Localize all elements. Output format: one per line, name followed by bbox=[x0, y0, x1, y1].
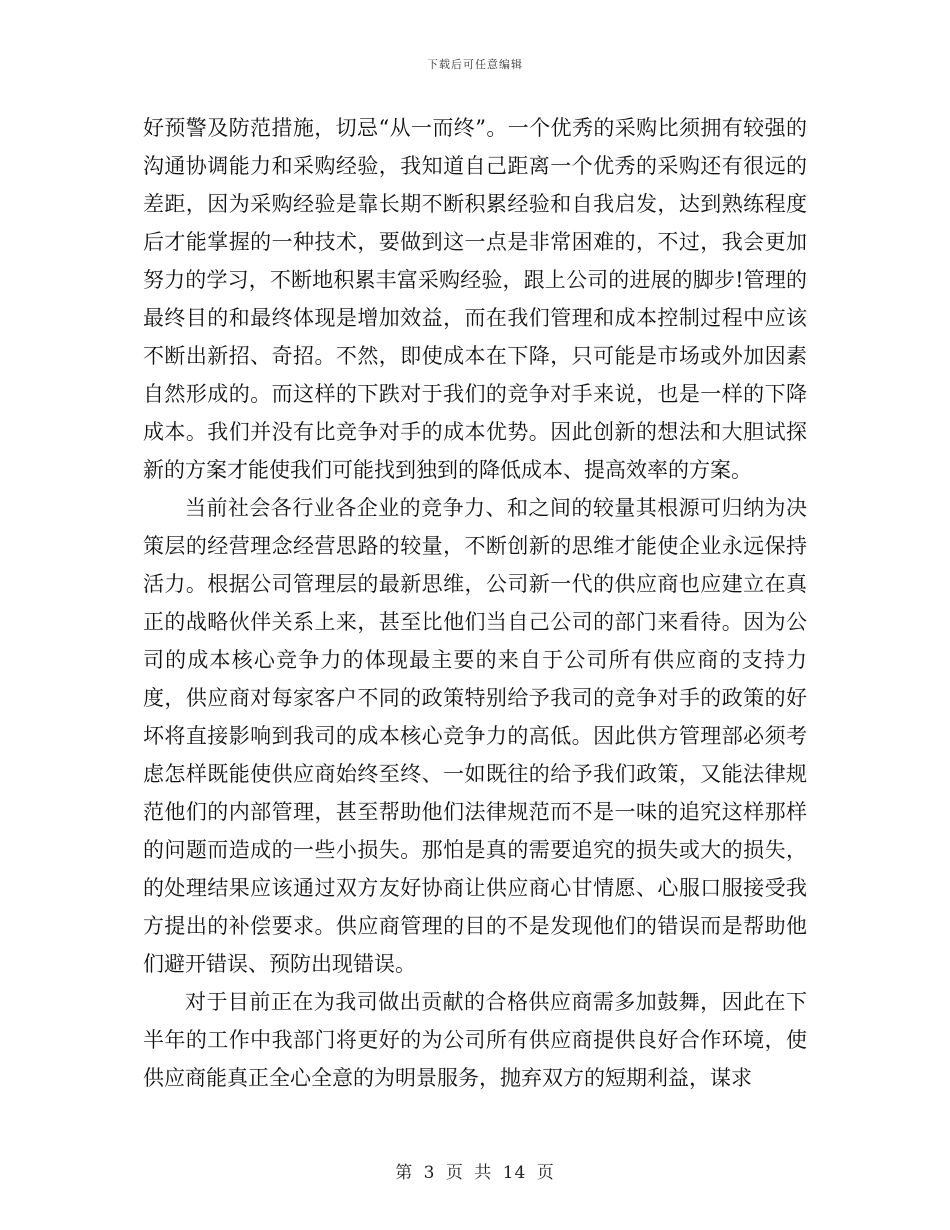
page-header: 下载后可任意编辑 bbox=[427, 58, 523, 71]
document-body bbox=[143, 109, 807, 1097]
page-footer: 第 3 页 共 14 页 bbox=[395, 1163, 555, 1183]
paragraph-1: 好预警及防范措施，切忌“从一而终”。一个优秀的采购比须拥有较强的沟通协调能力和采购经验，我知道自己距离一个优秀的采购还有很远的差距，因为采购经验是靠长期不断积累经验和自我启发，达到熟练程度后才能掌握的一种技术，要做到这一点是非常困难的，不过，我会更加努力的学习，不断地积累丰富采购经验，跟上公司的进展的脚步!管理的最终目的和最终体现是增加效益，而在我们管理和成本控制过程中应该不断出新招、奇招。不然，即使成本在下降，只可能是市场或外加因素自然形成的。而这样的下跌对于我们的竞争对手来说，也是一样的下降成本。我们并没有比竞争对手的成本优势。因此创新的想法和大胆试探新的方案才能使我们可能找到独到的降低成本、提高效率的方案。 bbox=[143, 116, 807, 482]
paragraph-3: 对于目前正在为我司做出贡献的合格供应商需多加鼓舞，因此在下半年的工作中我部门将更好的为公司所有供应商提供良好合作环境，使供应商能真正全心全意的为明景服务，抛弃双方的短期利益，谋求 bbox=[143, 990, 807, 1090]
paragraph-2: 当前社会各行业各企业的竞争力、和之间的较量其根源可归纳为决策层的经营理念经营思路的较量，不断创新的思维才能使企业永远保持活力。根据公司管理层的最新思维，公司新一代的供应商也应建立在真正的战略伙伴关系上来，甚至比他们当自己公司的部门来看待。因为公司的成本核心竞争力的体现最主要的来自于公司所有供应商的支持力度，供应商对每家客户不同的政策特别给予我司的竞争对手的政策的好坏将直接影响到我司的成本核心竞争力的高低。因此供方管理部必须考虑怎样既能使供应商始终至终、一如既往的给予我们政策，又能法律规范他们的内部管理，甚至帮助他们法律规范而不是一味的追究这样那样的问题而造成的一些小损失。那怕是真的需要追究的损失或大的损失，的处理结果应该通过双方友好协商让供应商心甘情愿、心服口服接受我方提出的补偿要求。供应商管理的目的不是发现他们的错误而是帮助他们避开错误、预防出现错误。 bbox=[143, 496, 807, 976]
